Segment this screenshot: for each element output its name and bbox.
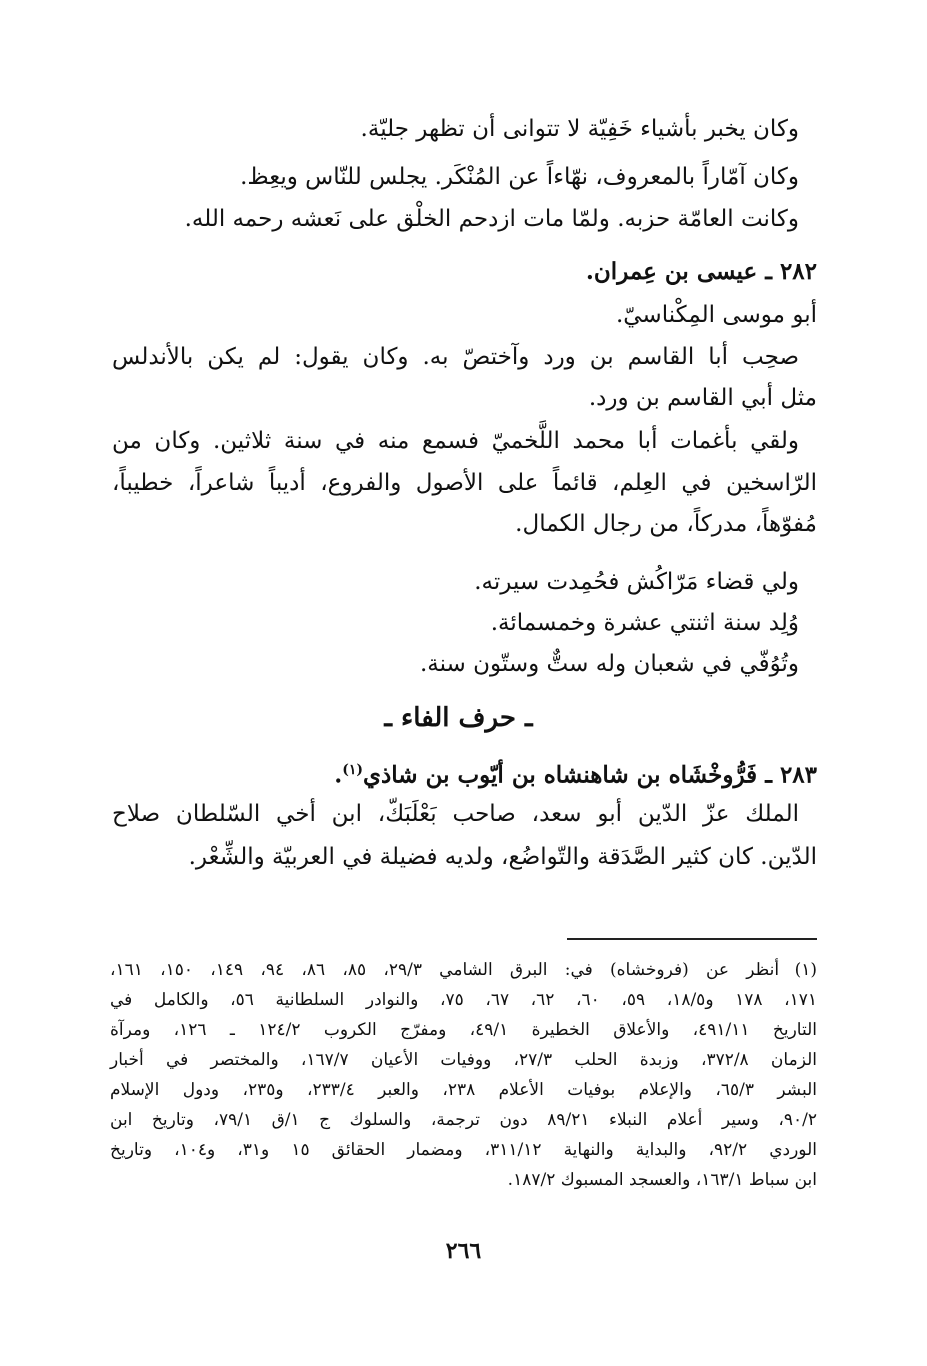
text-line: وكان آمّاراً بالمعروف، نهّاءاً عن المُنْكَر. يجلس للنّاس ويعِظ. <box>240 164 799 190</box>
footnote-marker: (١) <box>794 960 817 980</box>
footnote-line: التاريخ ٤٩١/١١، والأعلاق الخطيرة ٤٩/١، ومفرّج الكروب ١٢٤/٢ ـ ١٢٦، ومرآة <box>110 1020 818 1040</box>
footnote-reference: (١) <box>342 762 364 778</box>
entry-title-text: ٢٨٣ ـ فَرُّوخْشَاه بن شاهنشاه بن أيّوب بن شاذي <box>363 761 817 789</box>
footnote-line: الزمان ٣٧٢/٨، وزبدة الحلب ٢٧/٣، ووفيات الأعيان ١٦٧/٧، والمختصر في أخبار <box>110 1050 817 1070</box>
entry-title-end: . <box>334 761 343 789</box>
footnote-line: ٩٠/٢، وسير أعلام النبلاء ٨٩/٢١ دون ترجمة، والسلوك ج ١/ق ٧٩/١، وتاريخ ابن <box>110 1110 817 1130</box>
entry-kunya: أبو موسى المِكْناسيّ. <box>615 302 817 328</box>
paragraph-line: الدّين. كان كثير الصَّدَقة والتّواضُع، ولديه فضيلة في العربيّة والشِّعْر. <box>188 844 817 870</box>
text-line: وكان يخبر بأشياء خَفِيّة لا تتوانى أن تظهر جليّة. <box>360 116 799 142</box>
page-number: ٢٦٦ <box>445 1238 482 1264</box>
text-line: وُلِد سنة اثنتي عشرة وخمسمائة. <box>490 610 799 636</box>
paragraph-line: ولقي بأغمات أبا محمد اللَّخميّ فسمع منه في سنة ثلاثين. وكان من <box>112 428 799 454</box>
paragraph-line: مُفوّهاً، مدركاً، من رجال الكمال. <box>515 511 817 537</box>
footnote-line: ١٧١، ١٧٨ و١٨/٥، ٥٩، ٦٠، ٦٢، ٦٧، ٧٥، والنوادر السلطانية ٥٦، والكامل في <box>110 990 817 1010</box>
section-heading: ـ حرف الفاء ـ <box>384 703 533 733</box>
footnote-line: ابن سباط ١٦٣/١، والعسجد المسبوك ١٨٧/٢. <box>507 1170 817 1190</box>
entry-title-282: ٢٨٢ ـ عيسى بن عِمران. <box>585 258 817 285</box>
paragraph-line: مثل أبي القاسم بن ورد. <box>588 385 817 411</box>
paragraph-line: الملك عزّ الدّين أبو سعد، صاحب بَعْلَبَكّ، ابن أخي السّلطان صلاح <box>112 801 799 827</box>
footnote-line: الوردي ٩٢/٢، والبداية والنهاية ٣١١/١٢، ومضمار الحقائق ١٥ و٣١، و١٠٤، وتاريخ <box>110 1140 817 1160</box>
entry-title-283 <box>334 753 817 793</box>
text-line: ولي قضاء مَرّاكُش فحُمِدت سيرته. <box>474 569 799 595</box>
footnote-line: أنظر عن (فروخشاه) في: البرق الشامي ٢٩/٣، ٨٥، ٨٦، ٩٤، ١٤٩، ١٥٠، ١٦١، <box>110 960 780 980</box>
footnote-line: البشر ٦٥/٣، والإعلام بوفيات الأعلام ٢٣٨، والعبر ٢٣٣/٤، و٢٣٥، ودول الإسلام <box>110 1080 818 1100</box>
text-line: وكانت العامّة حزبه. ولمّا مات ازدحم الخلْق على نَعشه رحمه الله. <box>184 206 799 232</box>
paragraph-line: الرّاسخين في العِلم، قائماً على الأصول والفروع، أديباً شاعراً، خطيباً، <box>112 470 817 496</box>
paragraph-line: صحِب أبا القاسم بن ورد وآختصّ به. وكان يقول: لم يكن بالأندلس <box>112 344 799 370</box>
text-line: وتُوُفّي في شعبان وله ستٌّ وستّون سنة. <box>419 651 799 677</box>
footnote-divider <box>567 938 817 940</box>
